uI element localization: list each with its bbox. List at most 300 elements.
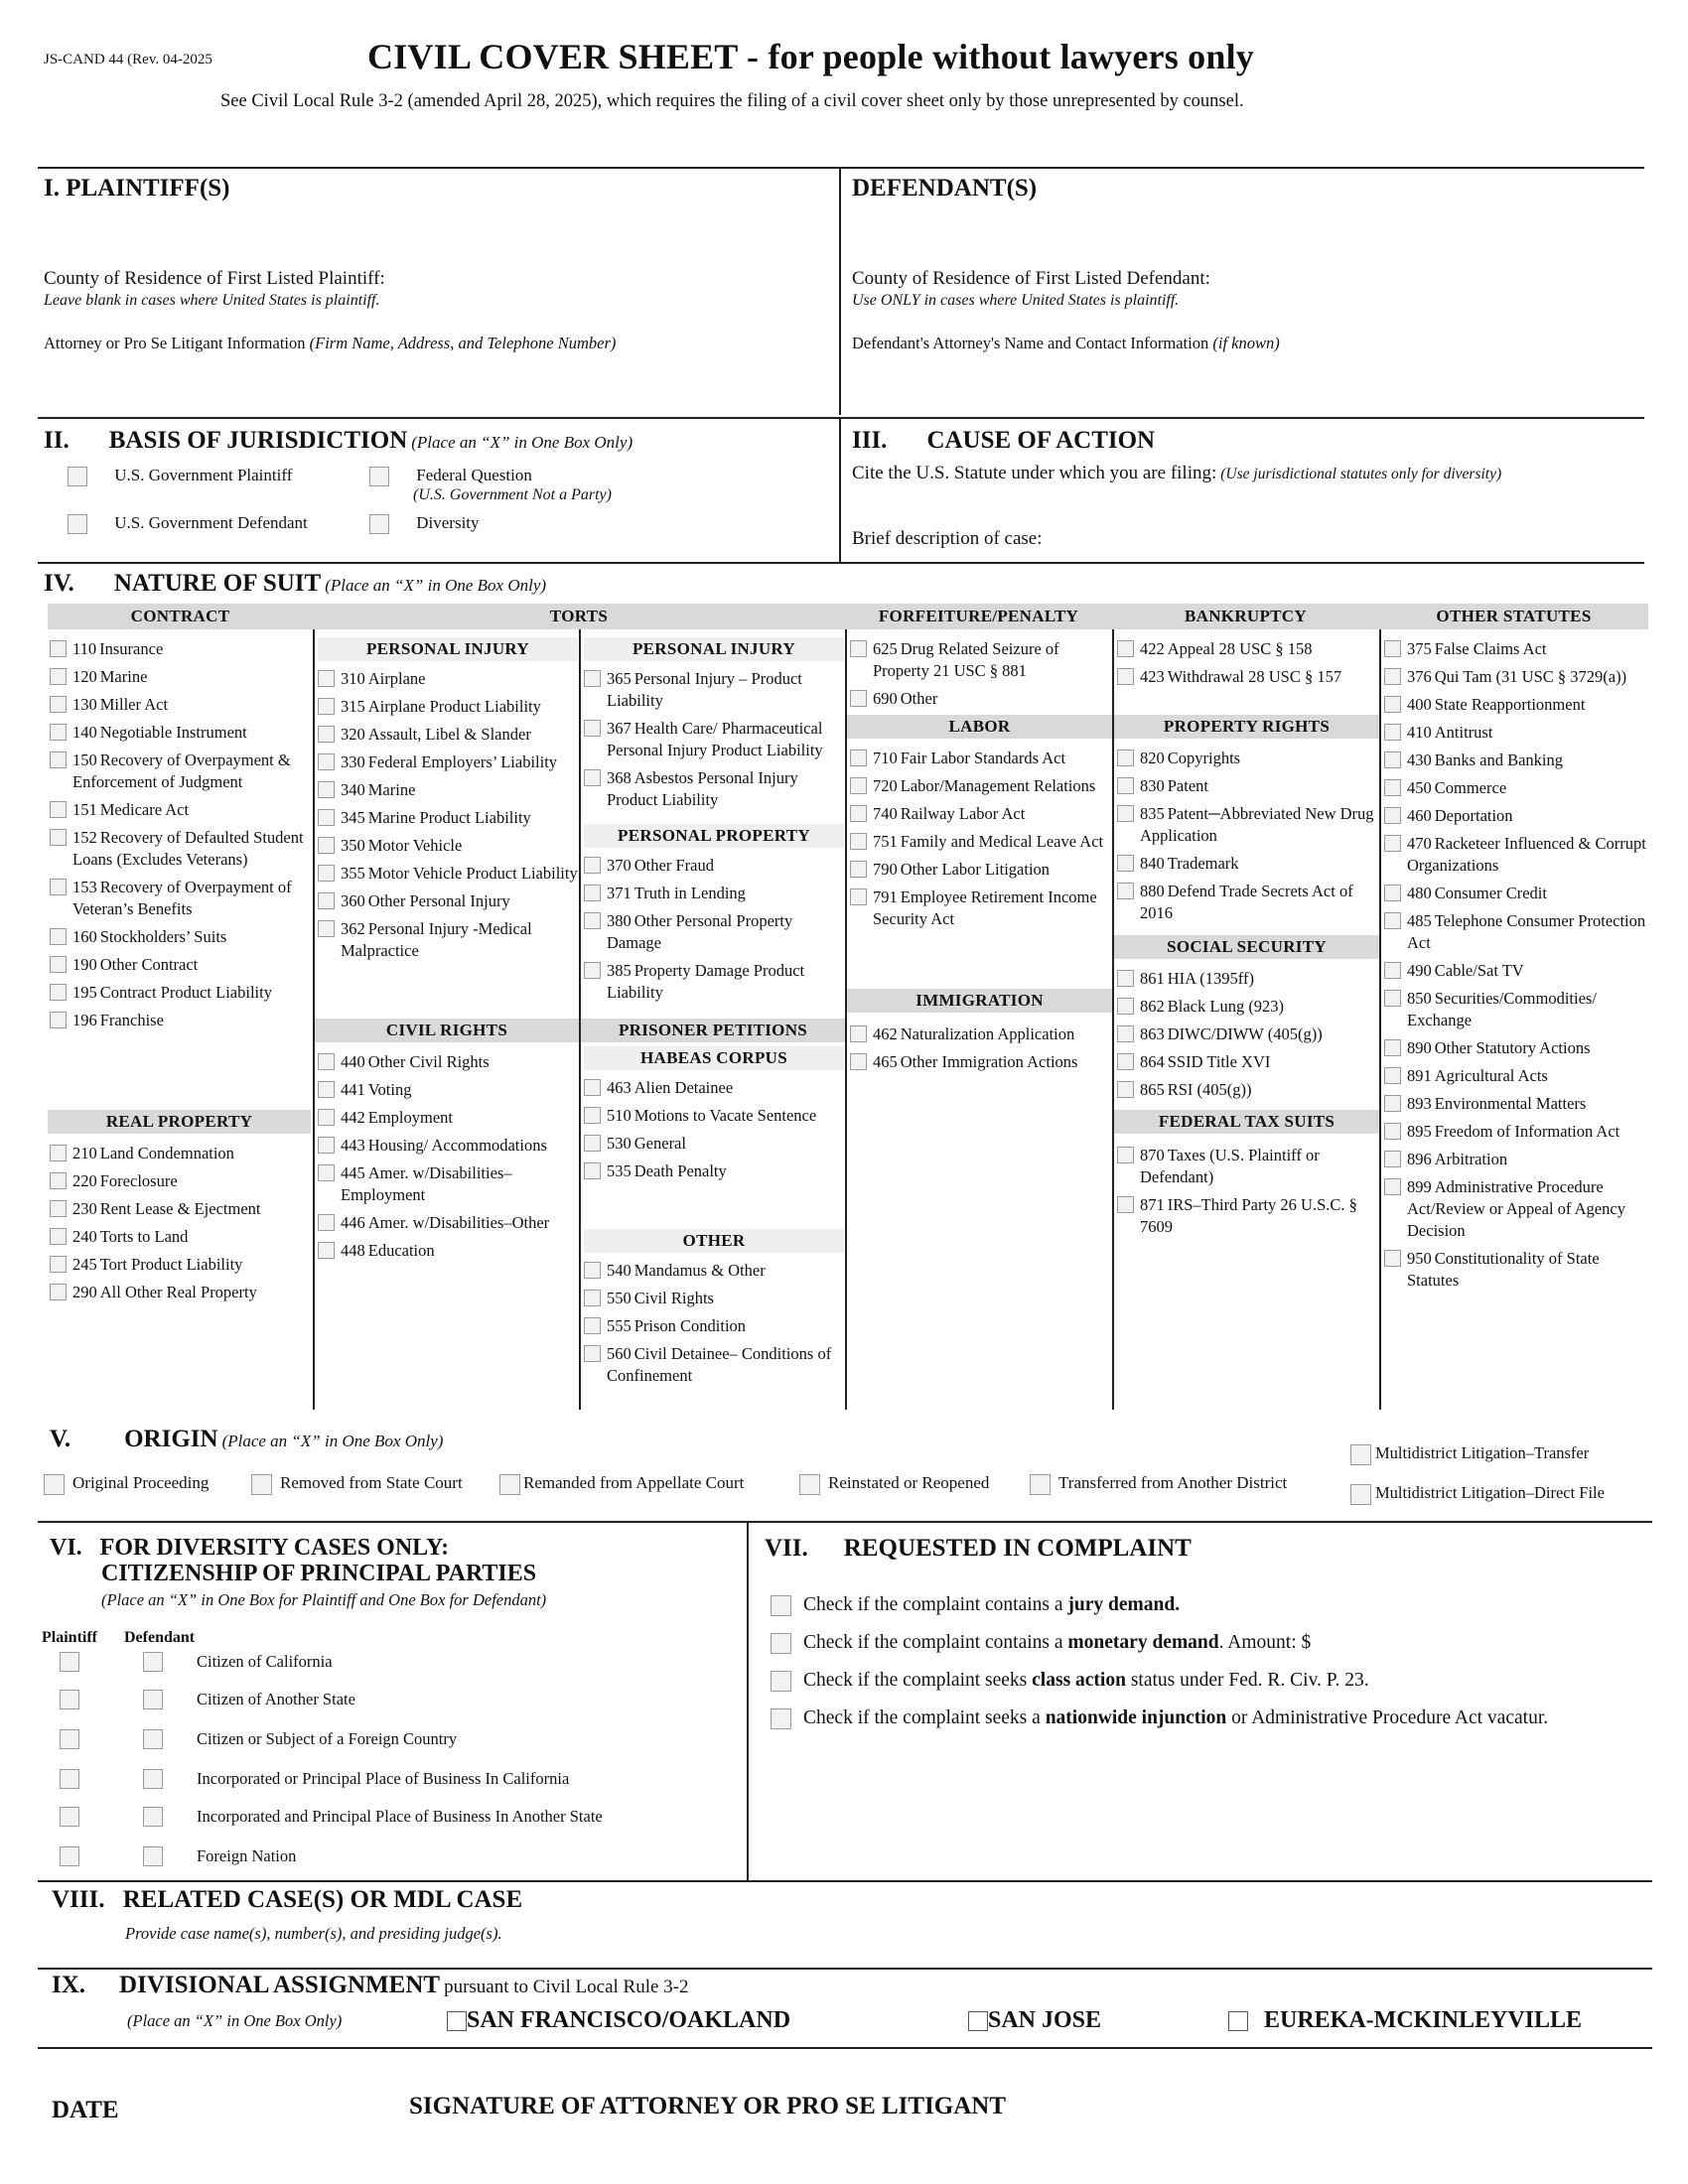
checkbox[interactable] (850, 1025, 867, 1042)
suit-option-720[interactable] (848, 775, 1110, 797)
nature-note: (Place an “X” in One Box Only) (325, 576, 547, 595)
suit-code: 864 (1140, 1052, 1165, 1071)
suit-code: 870 (1140, 1146, 1165, 1164)
suit-code: 950 (1407, 1249, 1432, 1268)
checkbox[interactable] (1350, 1484, 1371, 1505)
checkbox[interactable] (318, 1214, 335, 1231)
checkbox[interactable] (50, 1228, 67, 1245)
suit-option-423[interactable] (1115, 666, 1377, 688)
checkbox[interactable] (850, 888, 867, 905)
suit-option-380[interactable] (582, 910, 844, 954)
header-personal-property: PERSONAL PROPERTY (584, 824, 844, 848)
suit-option-130[interactable] (48, 694, 311, 716)
suit-option-151[interactable] (48, 799, 311, 821)
federal-tax-list (1115, 1140, 1377, 1238)
jurisdiction-option-federal-question[interactable] (369, 466, 532, 486)
suit-code: 440 (341, 1052, 365, 1071)
checkbox[interactable] (50, 1284, 67, 1300)
checkbox[interactable] (318, 837, 335, 854)
checkbox[interactable] (850, 833, 867, 850)
checkbox[interactable] (584, 1262, 601, 1279)
checkbox[interactable] (584, 885, 601, 901)
suit-option-340[interactable] (316, 779, 578, 801)
checkbox[interactable] (584, 670, 601, 687)
suit-option-160[interactable] (48, 926, 311, 948)
checkbox[interactable] (1228, 2011, 1248, 2031)
suit-label: Alien Detainee (633, 1078, 734, 1097)
checkbox[interactable] (1384, 835, 1401, 852)
suit-option-195[interactable] (48, 982, 311, 1004)
suit-option-400[interactable] (1382, 694, 1646, 716)
suit-option-862[interactable] (1115, 996, 1377, 1018)
checkbox[interactable] (1117, 998, 1134, 1015)
origin-note: (Place an “X” in One Box Only) (221, 1432, 444, 1450)
origin-transferred[interactable] (1030, 1473, 1287, 1495)
suit-code: 560 (607, 1344, 632, 1363)
checkbox[interactable] (1117, 668, 1134, 685)
checkbox[interactable] (1384, 1123, 1401, 1140)
checkbox[interactable] (318, 865, 335, 882)
suit-option-368[interactable] (582, 767, 844, 811)
checkbox[interactable] (771, 1595, 791, 1616)
checkbox[interactable] (1117, 805, 1134, 822)
checkbox[interactable] (1117, 777, 1134, 794)
suit-option-850[interactable] (1382, 988, 1646, 1031)
suit-option-365[interactable] (582, 668, 844, 712)
suit-option-690[interactable] (848, 688, 1110, 710)
checkbox[interactable] (1384, 779, 1401, 796)
checkbox[interactable] (968, 2011, 988, 2031)
suit-code: 880 (1140, 882, 1165, 900)
page-title: CIVIL COVER SHEET - for people without lawyers only (367, 37, 1254, 76)
checkbox[interactable] (50, 801, 67, 818)
suit-code: 530 (607, 1134, 632, 1153)
checkbox[interactable] (251, 1474, 272, 1495)
plaintiff-checkbox[interactable] (60, 1729, 79, 1749)
suit-option-462[interactable] (848, 1024, 1110, 1045)
checkbox[interactable] (850, 777, 867, 794)
suit-option-446[interactable] (316, 1212, 578, 1234)
division-san-jose[interactable] (968, 2007, 1101, 2034)
plaintiff-checkbox[interactable] (60, 1769, 79, 1789)
suit-option-445[interactable] (316, 1162, 578, 1206)
suit-option-355[interactable] (316, 863, 578, 885)
bankruptcy-list (1115, 633, 1377, 688)
suit-label: RSI (405(g)) (1167, 1080, 1252, 1099)
checkbox[interactable] (584, 1162, 601, 1179)
checkbox[interactable] (1384, 1151, 1401, 1167)
checkbox[interactable] (1384, 885, 1401, 901)
divisional-title: DIVISIONAL ASSIGNMENT (119, 1972, 441, 1998)
checkbox[interactable] (850, 640, 867, 657)
suit-option-367[interactable] (582, 718, 844, 761)
suit-option-893[interactable] (1382, 1093, 1646, 1115)
checkbox[interactable] (584, 1107, 601, 1124)
suit-option-245[interactable] (48, 1254, 311, 1276)
checkbox[interactable] (1117, 1081, 1134, 1098)
jurisdiction-option-diversity[interactable] (369, 513, 480, 534)
request-jury-demand[interactable] (771, 1594, 1180, 1616)
related-num: VIII. (52, 1886, 105, 1913)
checkbox[interactable] (584, 912, 601, 929)
origin-removed[interactable] (251, 1473, 463, 1495)
checkbox[interactable] (850, 1053, 867, 1070)
division-sf-oakland[interactable] (447, 2007, 790, 2034)
cause-brief: Brief description of case: (852, 528, 1043, 549)
checkbox[interactable] (850, 805, 867, 822)
suit-option-830[interactable] (1115, 775, 1377, 797)
suit-option-196[interactable] (48, 1010, 311, 1031)
checkbox[interactable] (50, 1200, 67, 1217)
suit-option-896[interactable] (1382, 1149, 1646, 1170)
suit-option-790[interactable] (848, 859, 1110, 881)
checkbox[interactable] (50, 696, 67, 713)
suit-option-152[interactable] (48, 827, 311, 871)
checkbox[interactable] (1384, 990, 1401, 1007)
checkbox[interactable] (318, 753, 335, 770)
suit-option-871[interactable] (1115, 1194, 1377, 1238)
suit-option-110[interactable] (48, 638, 311, 660)
checkbox[interactable] (1384, 1067, 1401, 1084)
suit-code: 385 (607, 961, 632, 980)
suit-option-150[interactable] (48, 750, 311, 793)
defendant-checkbox[interactable] (143, 1729, 163, 1749)
suit-option-441[interactable] (316, 1079, 578, 1101)
suit-code: 835 (1140, 804, 1165, 823)
checkbox[interactable] (584, 1135, 601, 1152)
checkbox[interactable] (1384, 696, 1401, 713)
checkbox[interactable] (50, 928, 67, 945)
option-label: U.S. Government Plaintiff (114, 466, 293, 484)
defendant-checkbox[interactable] (143, 1807, 163, 1827)
suit-option-480[interactable] (1382, 883, 1646, 904)
plaintiff-attorney-text: Attorney or Pro Se Litigant Information (44, 334, 306, 352)
checkbox[interactable] (499, 1474, 520, 1495)
defendant-checkbox[interactable] (143, 1846, 163, 1866)
plaintiff-checkbox[interactable] (60, 1846, 79, 1866)
checkbox[interactable] (1384, 1250, 1401, 1267)
plaintiff-checkbox[interactable] (60, 1690, 79, 1709)
checkbox[interactable] (850, 690, 867, 707)
suit-label: Administrative Procedure Act/Review or Appeal of Agency Decision (1407, 1177, 1625, 1240)
checkbox[interactable] (1384, 1039, 1401, 1056)
suit-option-190[interactable] (48, 954, 311, 976)
checkbox[interactable] (1117, 1147, 1134, 1163)
checkbox[interactable] (50, 1012, 67, 1028)
checkbox[interactable] (584, 962, 601, 979)
defendant-checkbox[interactable] (143, 1652, 163, 1672)
federal-question-note: (U.S. Government Not a Party) (413, 486, 612, 503)
suit-option-210[interactable] (48, 1143, 311, 1164)
suit-option-560[interactable] (582, 1343, 844, 1387)
checkbox[interactable] (584, 857, 601, 874)
division-eureka[interactable] (1228, 2007, 1582, 2034)
checkbox[interactable] (584, 1079, 601, 1096)
origin-reinstated[interactable] (799, 1473, 989, 1495)
suit-option-899[interactable] (1382, 1176, 1646, 1242)
jurisdiction-option-us-plaintiff[interactable] (68, 466, 292, 486)
req-bold: monetary demand (1067, 1632, 1219, 1653)
checkbox[interactable] (1117, 750, 1134, 766)
suit-option-290[interactable] (48, 1282, 311, 1303)
suit-option-450[interactable] (1382, 777, 1646, 799)
checkbox[interactable] (850, 750, 867, 766)
checkbox[interactable] (1384, 724, 1401, 741)
checkbox[interactable] (1117, 1196, 1134, 1213)
checkbox[interactable] (50, 956, 67, 973)
plaintiff-checkbox[interactable] (60, 1807, 79, 1827)
suit-code: 210 (72, 1144, 97, 1162)
checkbox[interactable] (369, 514, 389, 534)
suit-option-385[interactable] (582, 960, 844, 1004)
defendant-attorney-text: Defendant's Attorney's Name and Contact Information (852, 334, 1209, 352)
labor-list (848, 743, 1110, 930)
suit-option-510[interactable] (582, 1105, 844, 1127)
suit-option-791[interactable] (848, 887, 1110, 930)
checkbox[interactable] (318, 1109, 335, 1126)
suit-label: All Other Real Property (99, 1283, 257, 1301)
checkbox[interactable] (1117, 1053, 1134, 1070)
suit-option-550[interactable] (582, 1288, 844, 1309)
checkbox[interactable] (1350, 1444, 1371, 1465)
checkbox[interactable] (50, 668, 67, 685)
checkbox[interactable] (50, 879, 67, 895)
suit-option-540[interactable] (582, 1260, 844, 1282)
suit-option-861[interactable] (1115, 968, 1377, 990)
suit-option-440[interactable] (316, 1051, 578, 1073)
suit-option-895[interactable] (1382, 1121, 1646, 1143)
checkbox[interactable] (584, 720, 601, 737)
checkbox[interactable] (50, 1256, 67, 1273)
suit-label: Motions to Vacate Sentence (633, 1106, 817, 1125)
citizenship-label: Citizen of Another State (197, 1690, 355, 1708)
suit-option-310[interactable] (316, 668, 578, 690)
checkbox[interactable] (1030, 1474, 1051, 1495)
cause-cite-note: (Use jurisdictional statutes only for diversity) (1220, 466, 1502, 482)
suit-code: 430 (1407, 751, 1432, 769)
immigration-list (848, 1019, 1110, 1073)
suit-option-140[interactable] (48, 722, 311, 744)
suit-option-485[interactable] (1382, 910, 1646, 954)
checkbox[interactable] (1384, 912, 1401, 929)
checkbox[interactable] (771, 1708, 791, 1729)
suit-option-950[interactable] (1382, 1248, 1646, 1292)
suit-code: 345 (341, 808, 365, 827)
checkbox[interactable] (318, 920, 335, 937)
suit-option-840[interactable] (1115, 853, 1377, 875)
header-federal-tax: FEDERAL TAX SUITS (1114, 1110, 1379, 1134)
suit-code: 448 (341, 1241, 365, 1260)
checkbox[interactable] (50, 984, 67, 1001)
origin-original[interactable] (44, 1473, 209, 1495)
suit-code: 480 (1407, 884, 1432, 902)
suit-label: Death Penalty (633, 1161, 727, 1180)
suit-code: 151 (72, 800, 97, 819)
defendant-checkbox[interactable] (143, 1690, 163, 1709)
request-class-action[interactable] (771, 1670, 1369, 1692)
suit-option-230[interactable] (48, 1198, 311, 1220)
suit-label: Patent─Abbreviated New Drug Application (1140, 804, 1374, 845)
suit-option-375[interactable] (1382, 638, 1646, 660)
suit-option-120[interactable] (48, 666, 311, 688)
origin-remanded[interactable] (499, 1473, 744, 1495)
suit-option-442[interactable] (316, 1107, 578, 1129)
checkbox[interactable] (318, 892, 335, 909)
suit-option-535[interactable] (582, 1160, 844, 1182)
checkbox[interactable] (799, 1474, 820, 1495)
checkbox[interactable] (50, 640, 67, 657)
option-label: Remanded from Appellate Court (523, 1473, 745, 1492)
suit-option-443[interactable] (316, 1135, 578, 1157)
suit-option-865[interactable] (1115, 1079, 1377, 1101)
checkbox[interactable] (318, 1081, 335, 1098)
checkbox[interactable] (1384, 1095, 1401, 1112)
suit-option-530[interactable] (582, 1133, 844, 1155)
checkbox[interactable] (1384, 807, 1401, 824)
origin-mdl-transfer[interactable] (1350, 1443, 1589, 1465)
diversity-note: (Place an “X” in One Box for Plaintiff and One Box for Defendant) (101, 1590, 547, 1609)
defendant-checkbox[interactable] (143, 1769, 163, 1789)
request-monetary-demand[interactable] (771, 1632, 1311, 1654)
request-nationwide-injunction[interactable] (771, 1707, 1548, 1729)
suit-option-463[interactable] (582, 1077, 844, 1099)
checkbox[interactable] (318, 781, 335, 798)
checkbox[interactable] (1117, 883, 1134, 899)
suit-option-240[interactable] (48, 1226, 311, 1248)
suit-option-153[interactable] (48, 877, 311, 920)
suit-code: 740 (873, 804, 898, 823)
checkbox[interactable] (447, 2011, 467, 2031)
checkbox[interactable] (1117, 1025, 1134, 1042)
suit-code: 862 (1140, 997, 1165, 1016)
suit-label: Securities/Commodities/ Exchange (1407, 989, 1597, 1029)
suit-label: False Claims Act (1434, 639, 1547, 658)
suit-label: Deportation (1434, 806, 1513, 825)
suit-option-345[interactable] (316, 807, 578, 829)
checkbox[interactable] (318, 726, 335, 743)
checkbox[interactable] (1117, 640, 1134, 657)
checkbox[interactable] (584, 1317, 601, 1334)
checkbox[interactable] (50, 724, 67, 741)
suit-option-220[interactable] (48, 1170, 311, 1192)
suit-code: 550 (607, 1289, 632, 1307)
checkbox[interactable] (318, 1242, 335, 1259)
suit-option-470[interactable] (1382, 833, 1646, 877)
checkbox[interactable] (318, 698, 335, 715)
checkbox[interactable] (1384, 640, 1401, 657)
suit-code: 443 (341, 1136, 365, 1155)
suit-label: Recovery of Overpayment of Veteran’s Benefits (72, 878, 292, 918)
checkbox[interactable] (584, 769, 601, 786)
suit-option-315[interactable] (316, 696, 578, 718)
suit-label: Patent (1167, 776, 1208, 795)
suit-code: 370 (607, 856, 632, 875)
suit-option-820[interactable] (1115, 748, 1377, 769)
checkbox[interactable] (1117, 970, 1134, 987)
suit-option-751[interactable] (848, 831, 1110, 853)
suit-label: Contract Product Liability (99, 983, 272, 1002)
checkbox[interactable] (318, 809, 335, 826)
suit-option-465[interactable] (848, 1051, 1110, 1073)
suit-option-422[interactable] (1115, 638, 1377, 660)
suit-option-490[interactable] (1382, 960, 1646, 982)
checkbox[interactable] (1384, 751, 1401, 768)
suit-code: 891 (1407, 1066, 1432, 1085)
checkbox[interactable] (1117, 855, 1134, 872)
checkbox[interactable] (68, 467, 87, 486)
checkbox[interactable] (318, 1137, 335, 1154)
checkbox[interactable] (68, 514, 87, 534)
suit-option-371[interactable] (582, 883, 844, 904)
suit-option-835[interactable] (1115, 803, 1377, 847)
suit-option-376[interactable] (1382, 666, 1646, 688)
suit-option-430[interactable] (1382, 750, 1646, 771)
checkbox[interactable] (584, 1290, 601, 1306)
suit-option-448[interactable] (316, 1240, 578, 1262)
suit-option-360[interactable] (316, 890, 578, 912)
checkbox[interactable] (584, 1345, 601, 1362)
checkbox[interactable] (44, 1474, 65, 1495)
suit-option-350[interactable] (316, 835, 578, 857)
suit-option-870[interactable] (1115, 1145, 1377, 1188)
suit-option-320[interactable] (316, 724, 578, 746)
checkbox[interactable] (1384, 962, 1401, 979)
suit-label: Arbitration (1434, 1150, 1508, 1168)
checkbox[interactable] (850, 861, 867, 878)
suit-option-863[interactable] (1115, 1024, 1377, 1045)
checkbox[interactable] (50, 829, 67, 846)
checkbox[interactable] (771, 1671, 791, 1692)
suit-option-891[interactable] (1382, 1065, 1646, 1087)
origin-mdl-direct[interactable] (1350, 1483, 1605, 1505)
civil-rights-list (316, 1046, 578, 1262)
suit-label: Civil Detainee– Conditions of Confinement (607, 1344, 832, 1385)
suit-option-330[interactable] (316, 751, 578, 773)
checkbox[interactable] (1384, 1178, 1401, 1195)
suit-option-460[interactable] (1382, 805, 1646, 827)
jurisdiction-option-us-defendant[interactable] (68, 513, 308, 534)
checkbox[interactable] (318, 1164, 335, 1181)
forfeiture-list (848, 633, 1110, 710)
header-other-statutes: OTHER STATUTES (1379, 604, 1648, 629)
suit-option-710[interactable] (848, 748, 1110, 769)
checkbox[interactable] (318, 670, 335, 687)
checkbox[interactable] (369, 467, 389, 486)
suit-option-880[interactable] (1115, 881, 1377, 924)
checkbox[interactable] (50, 1145, 67, 1161)
option-label: Transferred from Another District (1058, 1473, 1288, 1492)
checkbox[interactable] (318, 1053, 335, 1070)
real-property-list (48, 1138, 311, 1303)
checkbox[interactable] (771, 1633, 791, 1654)
suit-option-362[interactable] (316, 918, 578, 962)
checkbox[interactable] (50, 1172, 67, 1189)
suit-option-555[interactable] (582, 1315, 844, 1337)
suit-code: 410 (1407, 723, 1432, 742)
suit-option-890[interactable] (1382, 1037, 1646, 1059)
checkbox[interactable] (1384, 668, 1401, 685)
suit-option-864[interactable] (1115, 1051, 1377, 1073)
suit-label: Asbestos Personal Injury Product Liability (607, 768, 798, 809)
suit-option-625[interactable] (848, 638, 1110, 682)
suit-option-370[interactable] (582, 855, 844, 877)
suit-option-410[interactable] (1382, 722, 1646, 744)
suit-option-740[interactable] (848, 803, 1110, 825)
header-immigration: IMMIGRATION (847, 989, 1112, 1013)
plaintiff-checkbox[interactable] (60, 1652, 79, 1672)
suit-code: 195 (72, 983, 97, 1002)
checkbox[interactable] (50, 751, 67, 768)
